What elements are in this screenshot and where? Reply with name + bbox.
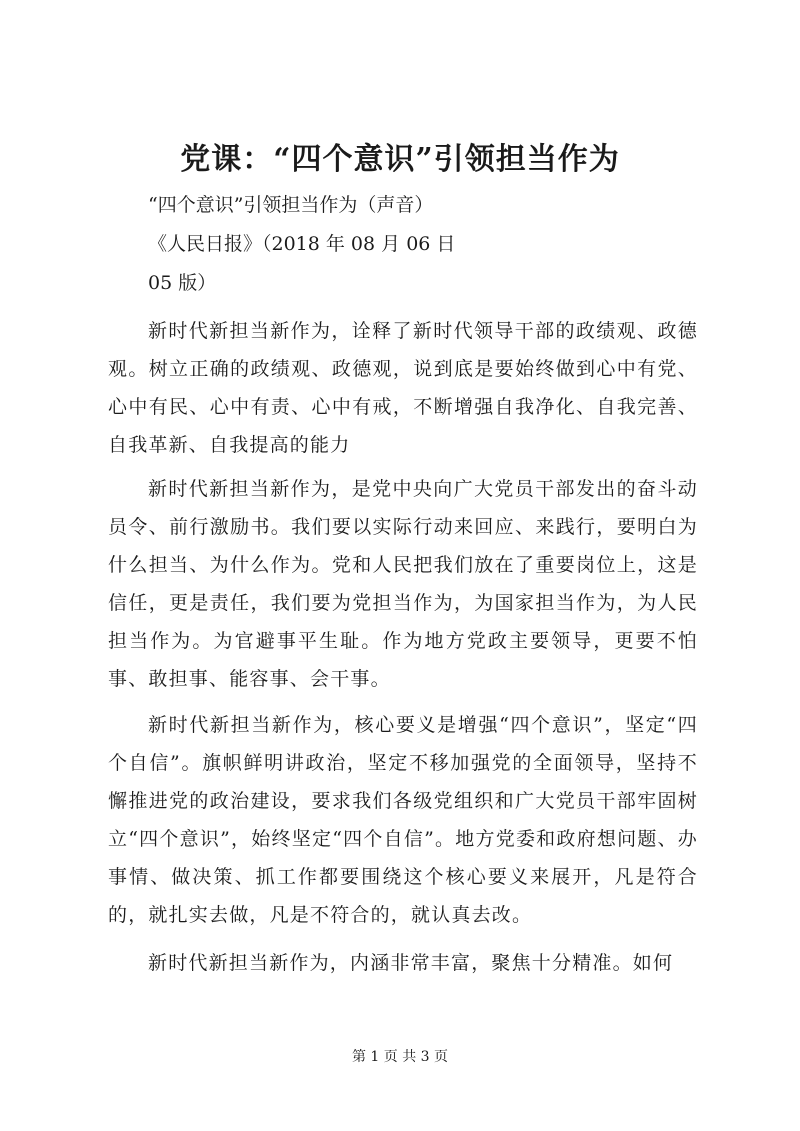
page-footer: 第 1 页 共 3 页 [351,1049,449,1065]
paragraph-4: 新时代新担当新作为，内涵非常丰富，聚焦十分精准。如何 [148,952,674,974]
paragraph-3: 新时代新担当新作为，核心要义是增强“四个意识”，坚定“四个自信”。旗帜鲜明讲政治，坚定不移加强党的全面领导，坚持不懈推进党的政治建设，要求我们各级党组织和广大党员干部牢固树立“四个意识”，始终坚定“四个自信”。地方党委和政府想问题、办事情、做决策、抓工作都要围绕这个核心要义来展开，凡是符合的，就扎实去做，凡是不符合的，就认真去改。 [108,714,698,926]
paragraph-2: 新时代新担当新作为，是党中央向广大党员干部发出的奋斗动员令、前行激励书。我们要以实际行动来回应、来践行，要明白为什么担当、为什么作为。党和人民把我们放在了重要岗位上，这是信任，更是责任，我们要为党担当作为，为国家担当作为，为人民担当作为。为官避事平生耻。作为地方党政主要领导，更要不怕事、敢担事、能容事、会干事。 [108,478,698,690]
paragraph-1: 新时代新担当新作为，诠释了新时代领导干部的政绩观、政德观。树立正确的政绩观、政德观，说到底是要始终做到心中有党、心中有民、心中有责、心中有戒，不断增强自我净化、自我完善、自我革新、自我提高的能力 [108,320,698,456]
source-line-1: 《人民日报》（2018 年 08 月 06 日 [148,233,456,255]
source-line-2: 05 版） [148,272,217,294]
document-subtitle: “四个意识”引领担当作为（声音） [148,194,434,216]
document-title: 党课：“四个意识”引领担当作为 [180,142,620,177]
